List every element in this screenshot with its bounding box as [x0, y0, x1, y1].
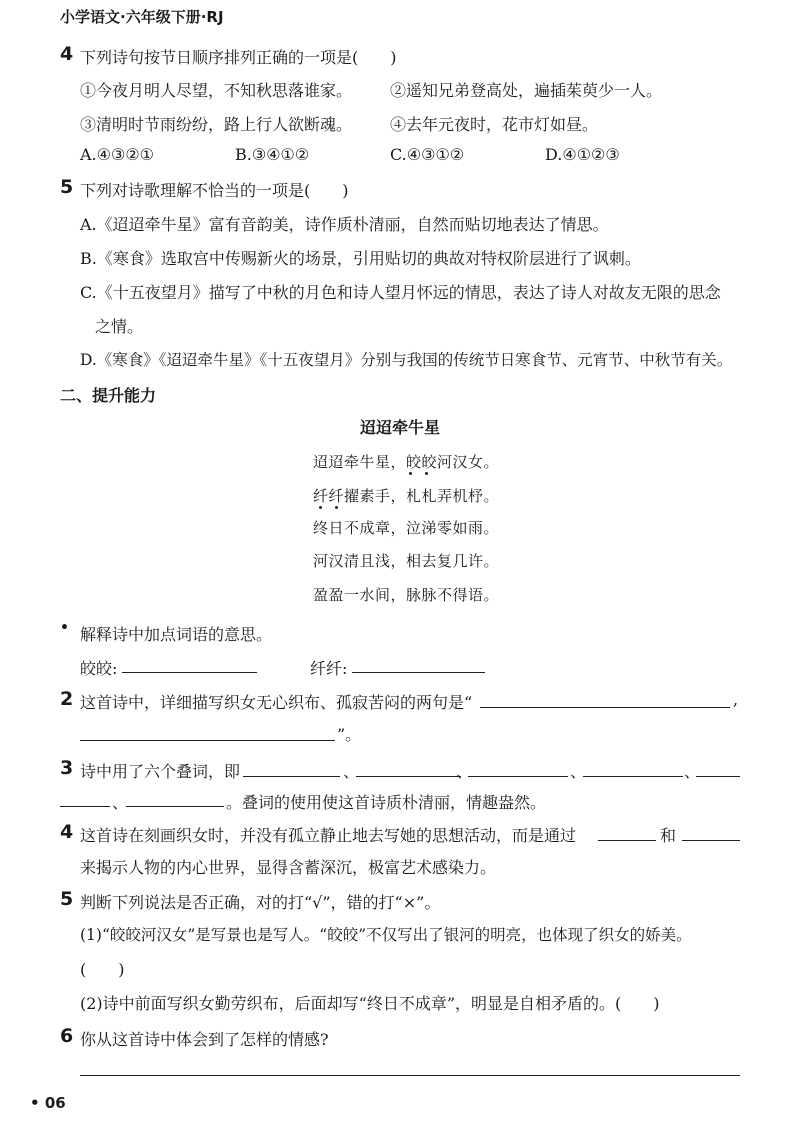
answer-blank[interactable] — [468, 776, 568, 777]
answer-blank[interactable] — [126, 806, 224, 807]
section-title: 二、提升能力 — [60, 386, 157, 405]
header-title: 小学语文·六年级下册·RJ — [60, 8, 224, 26]
emphasis-dot — [409, 472, 412, 475]
question-stem: 这首诗在刻画织女时，并没有孤立静止地去写她的思想活动，而是通过 — [80, 826, 577, 845]
page-number-value: 06 — [44, 1094, 66, 1112]
poem-line-item: ③清明时节雨纷纷，路上行人欲断魂。 — [80, 115, 353, 134]
choice-option-b[interactable]: B.③④①② — [235, 145, 310, 164]
choice-option-d[interactable]: D.④①②③ — [545, 145, 620, 164]
answer-label: 皎皎: — [80, 659, 118, 678]
separator: 、 — [570, 762, 587, 781]
answer-blank[interactable] — [60, 806, 110, 807]
question-stem: 下列对诗歌理解不恰当的一项是( ) — [80, 181, 349, 200]
judgment-item: (1)“皎皎河汉女”是写景也是写人。“皎皎”不仅写出了银河的明亮，也体现了织女的娇美。 — [80, 926, 692, 944]
question-text: 和 — [660, 826, 677, 845]
question-number: • — [60, 620, 69, 636]
emphasis-dot — [425, 472, 428, 475]
answer-blank[interactable] — [243, 776, 340, 777]
question-stem: 下列诗句按节日顺序排列正确的一项是( ) — [80, 48, 397, 67]
choice-option-d[interactable]: D.《寒食》《迢迢牵牛星》《十五夜望月》分别与我国的传统节日寒食节、元宵节、中秋节有关。 — [80, 351, 733, 369]
question-stem: 诗中用了六个叠词，即 — [80, 762, 241, 781]
answer-label: 纤纤: — [310, 659, 348, 678]
separator: 、 — [684, 762, 701, 781]
question-text: 来揭示人物的内心世界，显得含蓄深沉，极富艺术感染力。 — [80, 858, 497, 877]
poem-line: 纤纤擢素手，札札弄机杼。 — [313, 487, 500, 505]
question-stem: 你从这首诗中体会到了怎样的情感? — [80, 1030, 329, 1049]
question-stem: 这首诗中，详细描写织女无心织布、孤寂苦闷的两句是“ — [80, 693, 473, 712]
answer-paren[interactable]: ( ) — [80, 960, 125, 979]
choice-option-c[interactable]: C.《十五夜望月》描写了中秋的月色和诗人望月怀远的情思，表达了诗人对故友无限的思念 — [80, 283, 721, 302]
poem-line-item: ①今夜月明人尽望，不知秋思落谁家。 — [80, 81, 353, 100]
choice-option-b[interactable]: B.《寒食》选取宫中传赐新火的场景，引用贴切的典故对特权阶层进行了讽刺。 — [80, 249, 641, 268]
answer-blank[interactable] — [696, 776, 740, 777]
poem-title: 迢迢牵牛星 — [360, 418, 441, 437]
punctuation: ”。 — [337, 725, 362, 744]
answer-blank[interactable] — [682, 840, 740, 841]
question-stem: 判断下列说法是否正确，对的打“√”，错的打“×”。 — [80, 893, 441, 912]
question-number: 2 — [60, 688, 74, 710]
separator: 、 — [343, 762, 360, 781]
punctuation: , — [733, 690, 739, 709]
choice-option-a[interactable]: A.④③②① — [80, 145, 155, 164]
choice-option-c-cont: 之情。 — [95, 317, 144, 336]
poem-line-item: ②遥知兄弟登高处，遍插茱萸少一人。 — [390, 81, 663, 100]
question-number: 6 — [60, 1025, 74, 1047]
question-number: 3 — [60, 757, 74, 779]
poem-line: 迢迢牵牛星，皎皎河汉女。 — [313, 453, 500, 471]
choice-option-a[interactable]: A.《迢迢牵牛星》富有音韵美，诗作质朴清丽，自然而贴切地表达了情思。 — [80, 215, 609, 234]
question-number: 4 — [60, 43, 74, 65]
answer-blank[interactable] — [80, 1075, 740, 1076]
answer-blank[interactable] — [122, 672, 257, 673]
poem-line: 盈盈一水间，脉脉不得语。 — [313, 586, 500, 604]
judgment-item: (2)诗中前面写织女勤劳织布，后面却写“终日不成章”，明显是自相矛盾的。( ) — [80, 994, 660, 1013]
page-number — [30, 1094, 66, 1112]
question-number: 5 — [60, 176, 74, 198]
question-number: 5 — [60, 888, 74, 910]
answer-blank[interactable] — [583, 776, 683, 777]
poem-line: 终日不成章，泣涕零如雨。 — [313, 519, 500, 537]
answer-blank[interactable] — [598, 840, 656, 841]
question-text: 。叠词的使用使这首诗质朴清丽，情趣盎然。 — [226, 793, 547, 812]
separator: 、 — [112, 793, 129, 812]
emphasis-dot — [335, 506, 338, 509]
separator: 、 — [456, 762, 473, 781]
poem-line: 河汉清且浅，相去复几许。 — [313, 552, 500, 570]
answer-blank[interactable] — [356, 776, 461, 777]
answer-blank[interactable] — [480, 707, 730, 708]
emphasis-dot — [319, 506, 322, 509]
page-number-bullet: • — [30, 1094, 45, 1112]
answer-blank[interactable] — [80, 740, 335, 741]
poem-line-item: ④去年元夜时，花市灯如昼。 — [390, 115, 599, 134]
question-number: 4 — [60, 821, 74, 843]
answer-blank[interactable] — [352, 672, 485, 673]
choice-option-c[interactable]: C.④③①② — [390, 145, 465, 164]
question-stem: 解释诗中加点词语的意思。 — [80, 625, 273, 644]
